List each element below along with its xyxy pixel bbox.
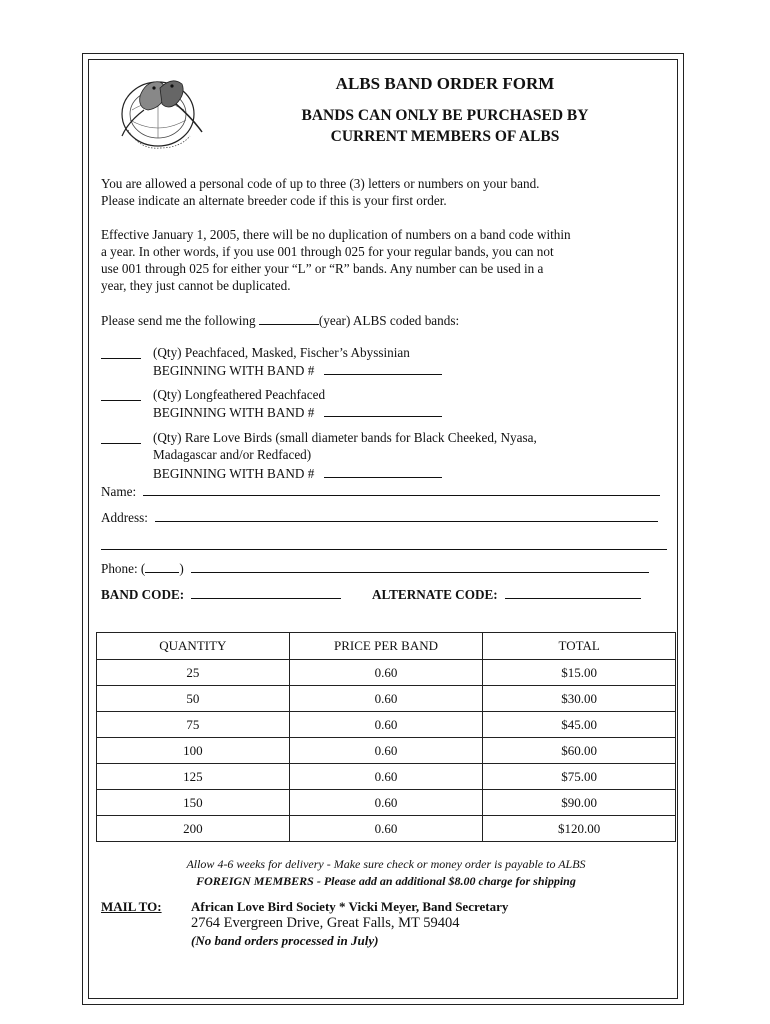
price-table — [96, 632, 676, 842]
address-row — [101, 509, 658, 526]
beginning-band-row — [153, 465, 442, 482]
address-field[interactable] — [155, 509, 658, 522]
price-cell: 0.60 — [289, 712, 483, 738]
table-row — [97, 738, 676, 764]
beginning-band-row — [153, 404, 442, 421]
albs-lovebird-seal-icon — [110, 66, 210, 156]
table-row — [97, 790, 676, 816]
foreign-members-note: FOREIGN MEMBERS - Please add an additional $8.00 charge for shipping — [196, 874, 576, 888]
table-row — [97, 712, 676, 738]
beginning-band-field-rare[interactable] — [324, 465, 442, 478]
item-longfeathered-label: (Qty) Longfeathered Peachfaced — [153, 387, 326, 402]
quantity-cell: 50 — [97, 686, 290, 712]
address-field-line-2[interactable] — [101, 537, 667, 550]
total-cell: $75.00 — [483, 764, 676, 790]
send-suffix: (year) ALBS coded bands: — [318, 313, 460, 328]
quantity-cell: 200 — [97, 816, 290, 842]
price-cell: 0.60 — [289, 738, 483, 764]
subtitle-line-1: BANDS CAN ONLY BE PURCHASED BY — [301, 107, 589, 124]
form-subtitle — [250, 105, 640, 147]
table-row — [97, 686, 676, 712]
qty-field-peachfaced[interactable] — [101, 346, 141, 359]
send-request-line — [101, 312, 459, 329]
year-field[interactable] — [259, 312, 319, 325]
name-label: Name: — [101, 484, 137, 499]
qty-field-longfeathered[interactable] — [101, 388, 141, 401]
mail-to-label: MAIL TO: — [101, 899, 162, 914]
price-cell: 0.60 — [289, 686, 483, 712]
table-header-row — [97, 633, 676, 660]
price-cell: 0.60 — [289, 764, 483, 790]
total-cell: $60.00 — [483, 738, 676, 764]
beginning-band-row — [153, 362, 442, 379]
total-cell: $120.00 — [483, 816, 676, 842]
total-cell: $30.00 — [483, 686, 676, 712]
address-label: Address: — [101, 510, 148, 525]
name-row — [101, 483, 660, 500]
item-rare-label-2: Madagascar and/or Redfaced) — [153, 447, 312, 462]
mail-july-note: (No band orders processed in July) — [191, 933, 379, 948]
name-field[interactable] — [143, 483, 660, 496]
phone-paren: ) — [179, 561, 184, 576]
qty-field-rare[interactable] — [101, 431, 141, 444]
alternate-code-row — [372, 586, 641, 603]
table-row — [97, 660, 676, 686]
price-cell: 0.60 — [289, 790, 483, 816]
band-code-field[interactable] — [191, 586, 341, 599]
total-cell: $45.00 — [483, 712, 676, 738]
phone-row — [101, 560, 649, 577]
quantity-cell: 150 — [97, 790, 290, 816]
beginning-band-field-longfeathered[interactable] — [324, 404, 442, 417]
table-row — [97, 764, 676, 790]
band-code-label: BAND CODE: — [101, 587, 185, 602]
total-cell: $90.00 — [483, 790, 676, 816]
mail-recipient: African Love Bird Society * Vicki Meyer, Band Secretary — [191, 899, 509, 914]
column-header: QUANTITY — [97, 633, 290, 660]
delivery-note: Allow 4-6 weeks for delivery - Make sure check or money order is payable to ALBS — [186, 857, 586, 871]
phone-label: Phone: ( — [101, 561, 146, 576]
quantity-cell: 100 — [97, 738, 290, 764]
paragraph-line: use 001 through 025 for either your “L” or “R” bands. Any number can be used in a — [101, 261, 544, 276]
price-cell: 0.60 — [289, 816, 483, 842]
paragraph-line: year, they just cannot be duplicated. — [101, 278, 291, 293]
total-cell: $15.00 — [483, 660, 676, 686]
beginning-band-field-peachfaced[interactable] — [324, 362, 442, 375]
beginning-band-label: BEGINNING WITH BAND # — [153, 405, 315, 420]
paragraph-line: You are allowed a personal code of up to three (3) letters or numbers on your band. — [101, 176, 540, 191]
phone-field[interactable] — [191, 560, 649, 573]
table-row — [97, 816, 676, 842]
paragraph-line: Effective January 1, 2005, there will be no duplication of numbers on a band code within — [101, 227, 571, 242]
alternate-code-label: ALTERNATE CODE: — [372, 587, 498, 602]
paragraph-line: Please indicate an alternate breeder code if this is your first order. — [101, 193, 447, 208]
area-code-field[interactable] — [145, 560, 179, 573]
alternate-code-field[interactable] — [505, 586, 641, 599]
band-code-row — [101, 586, 341, 603]
beginning-band-label: BEGINNING WITH BAND # — [153, 363, 315, 378]
personal-code-paragraph — [101, 175, 671, 209]
send-prefix: Please send me the following — [101, 313, 256, 328]
column-header: PRICE PER BAND — [289, 633, 483, 660]
item-peachfaced-label: (Qty) Peachfaced, Masked, Fischer’s Abyssinian — [153, 345, 410, 360]
duplication-paragraph — [101, 226, 671, 294]
form-title: ALBS BAND ORDER FORM — [335, 74, 555, 93]
mail-address: 2764 Evergreen Drive, Great Falls, MT 59404 — [191, 915, 460, 931]
quantity-cell: 125 — [97, 764, 290, 790]
beginning-band-label: BEGINNING WITH BAND # — [153, 466, 315, 481]
column-header: TOTAL — [483, 633, 676, 660]
paragraph-line: a year. In other words, if you use 001 through 025 for your regular bands, you can not — [101, 244, 554, 259]
item-rare-label-1: (Qty) Rare Love Birds (small diameter bands for Black Cheeked, Nyasa, — [153, 430, 537, 445]
subtitle-line-2: CURRENT MEMBERS OF ALBS — [330, 128, 560, 145]
price-cell: 0.60 — [289, 660, 483, 686]
quantity-cell: 75 — [97, 712, 290, 738]
quantity-cell: 25 — [97, 660, 290, 686]
